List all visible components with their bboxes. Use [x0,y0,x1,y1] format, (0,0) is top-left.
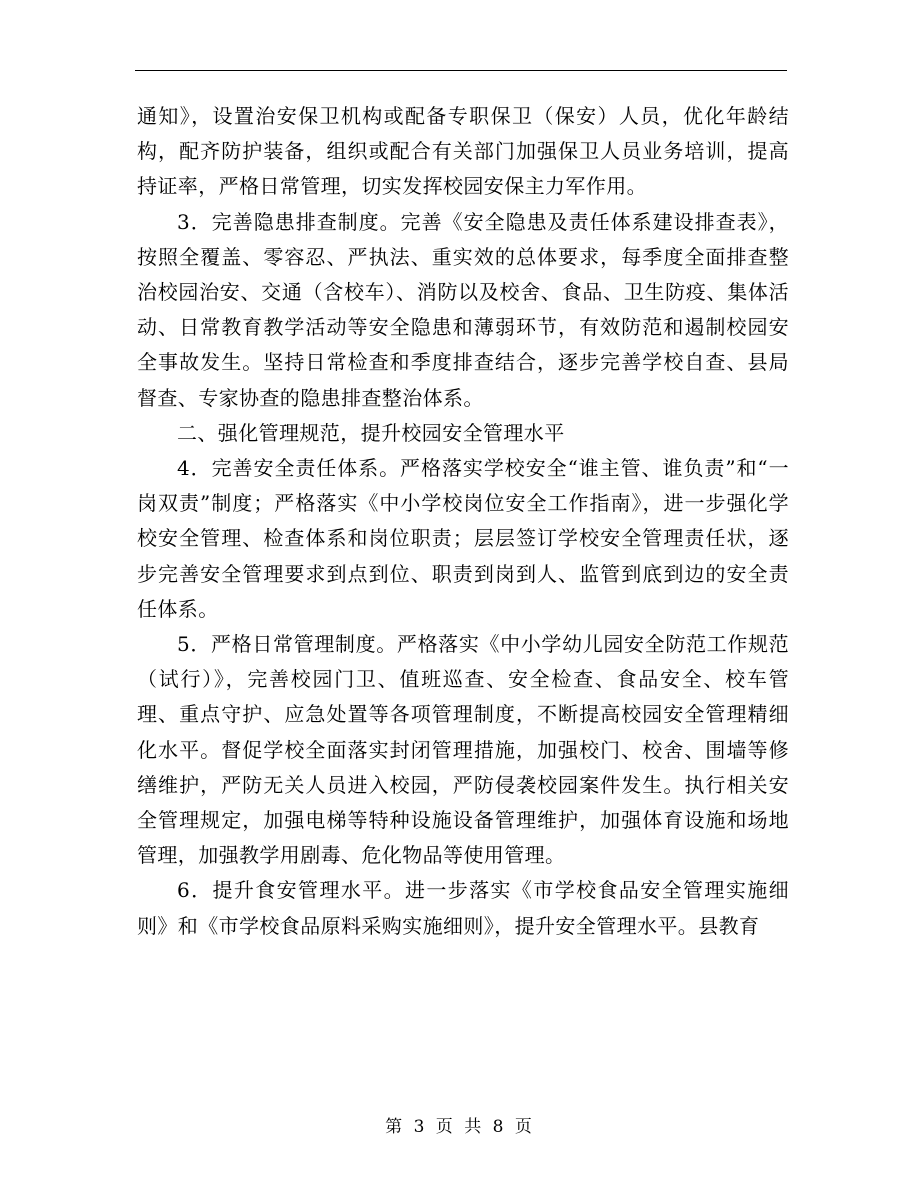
header-rule [135,70,787,71]
paragraph-item-3: 3．完善隐患排查制度。完善《安全隐患及责任体系建设排查表》，按照全覆盖、零容忍、严执法、重实效的总体要求，每季度全面排查整治校园治安、交通（含校车）、消防以及校舍、食品、卫生防疫、集体活动、日常教育教学活动等安全隐患和薄弱环节，有效防范和遏制校园安全事故发生。坚持日常检查和季度排查结合，逐步完善学校自查、县局督查、专家协查的隐患排查整治体系。 [137,209,789,410]
page-number: 第 3 页 共 8 页 [385,1117,535,1137]
paragraph-item-6: 6．提升食安管理水平。进一步落实《市学校食品安全管理实施细则》和《市学校食品原料采购实施细则》，提升安全管理水平。县教育 [137,878,789,938]
section-heading: 二、强化管理规范，提升校园安全管理水平 [177,420,565,445]
paragraph-item-4: 4．完善安全责任体系。严格落实学校安全“谁主管、谁负责”和“一岗双责”制度；严格落实《中小学校岗位安全工作指南》，进一步强化学校安全管理、检查体系和岗位职责；层层签订学校安全管理责任状，逐步完善安全管理要求到点到位、职责到岗到人、监管到底到边的安全责任体系。 [137,456,789,621]
paragraph-item-5: 5．严格日常管理制度。严格落实《中小学幼儿园安全防范工作规范（试行）》，完善校园门卫、值班巡查、安全检查、食品安全、校车管理、重点守护、应急处置等各项管理制度，不断提高校园安全管理精细化水平。督促学校全面落实封闭管理措施，加强校门、校舍、围墙等修缮维护，严防无关人员进入校园，严防侵袭校园案件发生。执行相关安全管理规定，加强电梯等特种设施设备管理维护，加强体育设施和场地管理，加强教学用剧毒、危化物品等使用管理。 [137,632,789,868]
document-body [137,99,789,944]
paragraph-continuation: 通知》，设置治安保卫机构或配备专职保卫（保安）人员，优化年龄结构，配齐防护装备，组织或配合有关部门加强保卫人员业务培训，提高持证率，严格日常管理，切实发挥校园安保主力军作用。 [137,104,789,199]
